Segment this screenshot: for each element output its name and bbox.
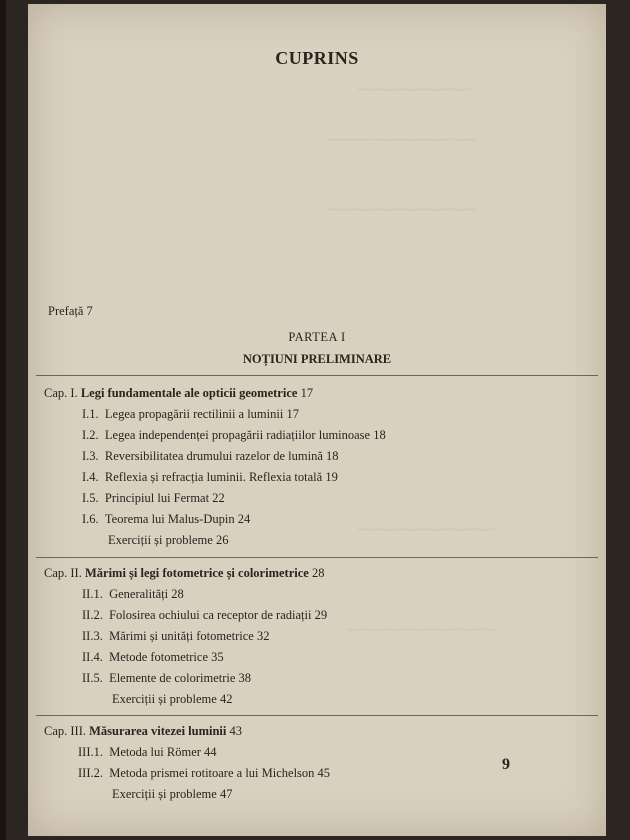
section-entry: III.1. Metoda lui Römer 44: [78, 745, 217, 759]
bleed-through-text: ~~~~~~~~~~~~~~~~~~~~~~~~~: [328, 204, 477, 216]
bleed-through-text: ~~~~~~~~~~~~~~~~~~~: [358, 84, 472, 96]
section-entry: III.2. Metoda prismei rotitoare a lui Michelson 45: [78, 766, 331, 780]
preface-entry: Prefață 7: [48, 304, 93, 318]
section-entry: II.1. Generalități 28: [82, 587, 184, 601]
exercises-entry: Exerciții și probleme 42: [112, 692, 233, 706]
exercises-entry: Exerciții și probleme 47: [112, 787, 233, 801]
section-entry: I.3. Reversibilitatea drumului razelor de lumină 18: [82, 449, 339, 463]
book-page: [28, 4, 606, 836]
bleed-through-text: ~~~~~~~~~~~~~~~~~~~~~~~~~: [348, 624, 497, 636]
part-heading: PARTEA I: [288, 330, 346, 344]
section-entry: I.4. Reflexia și refracția luminii. Reflexia totală 19: [82, 470, 338, 484]
section-entry: II.2. Folosirea ochiului ca receptor de radiații 29: [82, 608, 328, 622]
chapter-entry: Cap. II. Mărimi și legi fotometrice și colorimetrice 28: [44, 566, 325, 580]
bleed-through-text: ~~~~~~~~~~~~~~~~~~~~~~~: [358, 524, 495, 536]
section-entry: I.6. Teorema lui Malus-Dupin 24: [82, 512, 251, 526]
book-spine-shadow: [0, 0, 6, 840]
divider: [36, 557, 598, 558]
section-entry: I.1. Legea propagării rectilinii a luminii 17: [82, 407, 299, 421]
chapter-entry: Cap. I. Legi fundamentale ale opticii geometrice 17: [44, 386, 314, 400]
section-entry: II.5. Elemente de colorimetrie 38: [82, 671, 252, 685]
page-number: 9: [502, 756, 510, 773]
exercises-entry: Exerciții și probleme 26: [108, 533, 229, 547]
section-entry: II.3. Mărimi și unități fotometrice 32: [82, 629, 270, 643]
divider: [36, 715, 598, 716]
section-entry: II.4. Metode fotometrice 35: [82, 650, 224, 664]
section-entry: I.2. Legea independenței propagării radiațiilor luminoase 18: [82, 428, 386, 442]
chapter-entry: Cap. III. Măsurarea vitezei luminii 43: [44, 724, 242, 738]
section-entry: I.5. Principiul lui Fermat 22: [82, 491, 225, 505]
part-title: NOȚIUNI PRELIMINARE: [242, 352, 392, 366]
bleed-through-text: ~~~~~~~~~~~~~~~~~~~~~~~~~: [328, 134, 477, 146]
divider: [36, 375, 598, 376]
page-title: CUPRINS: [275, 48, 359, 68]
